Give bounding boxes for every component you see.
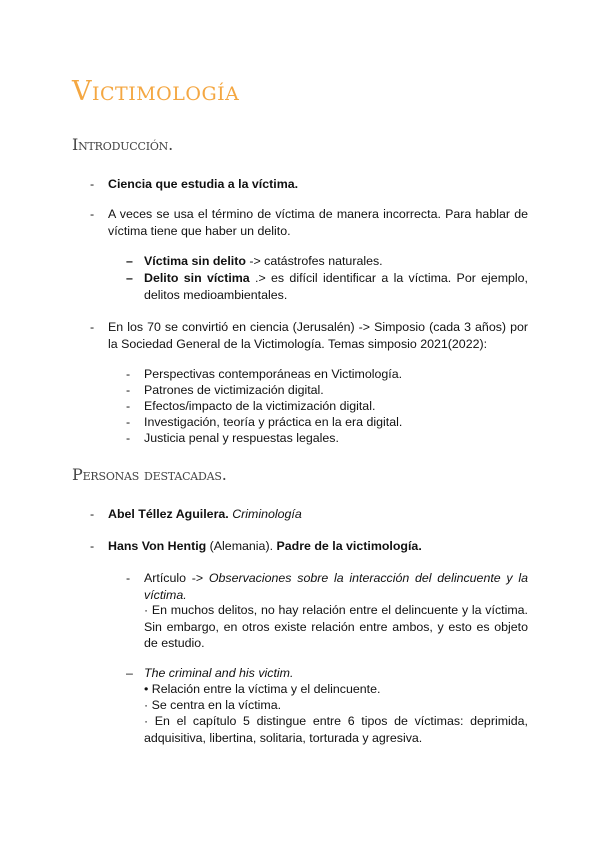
bullet-marker: -	[90, 207, 95, 221]
topic-item: Perspectivas contemporáneas en Victimología.	[144, 367, 403, 381]
article-prefix: Artículo ->	[144, 571, 209, 585]
sub-bullet-text	[144, 253, 528, 270]
sub-bullet-marker: –	[126, 666, 133, 680]
topic-marker: -	[126, 415, 131, 429]
term-description: .> es difícil identificar a la víctima. Por ejemplo, delitos medioambientales.	[144, 271, 528, 302]
topic-marker: -	[126, 383, 131, 397]
person-entry	[108, 506, 528, 523]
sub-bullet-marker: –	[126, 254, 133, 268]
heading-introduccion: Introducción.	[72, 135, 173, 154]
person-role: Padre de la victimología.	[276, 539, 422, 553]
person-entry	[108, 538, 528, 555]
bullet-marker: -	[90, 177, 95, 191]
term-delito-sin-victima: Delito sin víctima	[144, 271, 250, 285]
sub-bullet-marker: -	[126, 571, 131, 585]
bullet-marker: -	[90, 320, 95, 334]
topic-item: Efectos/impacto de la victimización digital.	[144, 399, 376, 413]
heading-personas-destacadas: Personas destacadas.	[72, 465, 227, 484]
bullet-text: A veces se usa el término de víctima de manera incorrecta. Para hablar de víctima tiene que haber un delito.	[108, 207, 528, 238]
topic-item: Patrones de victimización digital.	[144, 383, 324, 397]
bullet-marker: -	[90, 539, 95, 553]
topic-marker: -	[126, 431, 131, 445]
document-title: Victimología	[72, 76, 240, 107]
person-field: Criminología	[232, 507, 302, 521]
book-note: · Se centra en la víctima.	[144, 698, 282, 712]
book-title: The criminal and his victim.	[144, 666, 294, 680]
sub-bullet-text	[144, 270, 528, 303]
topic-item: Justicia penal y respuestas legales.	[144, 431, 339, 445]
book-note: · En el capítulo 5 distingue entre 6 tipos de víctimas: deprimida, adquisitiva, libertina, solitaria, torturada y agresiva.	[144, 714, 528, 745]
sub-bullet-marker: –	[126, 271, 133, 285]
article-note: · En muchos delitos, no hay relación entre el delincuente y la víctima. Sin embargo, en otros existe relación entre ambos, y esto es objeto de estudio.	[144, 603, 528, 650]
topic-marker: -	[126, 367, 131, 381]
term-description: -> catástrofes naturales.	[245, 254, 383, 268]
bullet-text: En los 70 se convirtió en ciencia (Jerusalén) -> Simposio (cada 3 años) por la Sociedad General de la Victimología. Temas simposio 2021(2022):	[108, 320, 528, 351]
book-note: • Relación entre la víctima y el delincuente.	[144, 682, 381, 696]
topic-marker: -	[126, 399, 131, 413]
bullet-marker: -	[90, 507, 95, 521]
article-entry	[144, 570, 528, 603]
article-title: Observaciones sobre la interacción del delincuente y la víctima.	[144, 571, 528, 602]
term-victima-sin-delito: Víctima sin delito	[144, 254, 246, 268]
person-name: Abel Téllez Aguilera.	[108, 507, 229, 521]
bullet-text: Ciencia que estudia a la víctima.	[108, 177, 299, 191]
topic-item: Investigación, teoría y práctica en la era digital.	[144, 415, 403, 429]
person-country: (Alemania).	[206, 539, 277, 553]
person-name: Hans Von Hentig	[108, 539, 207, 553]
